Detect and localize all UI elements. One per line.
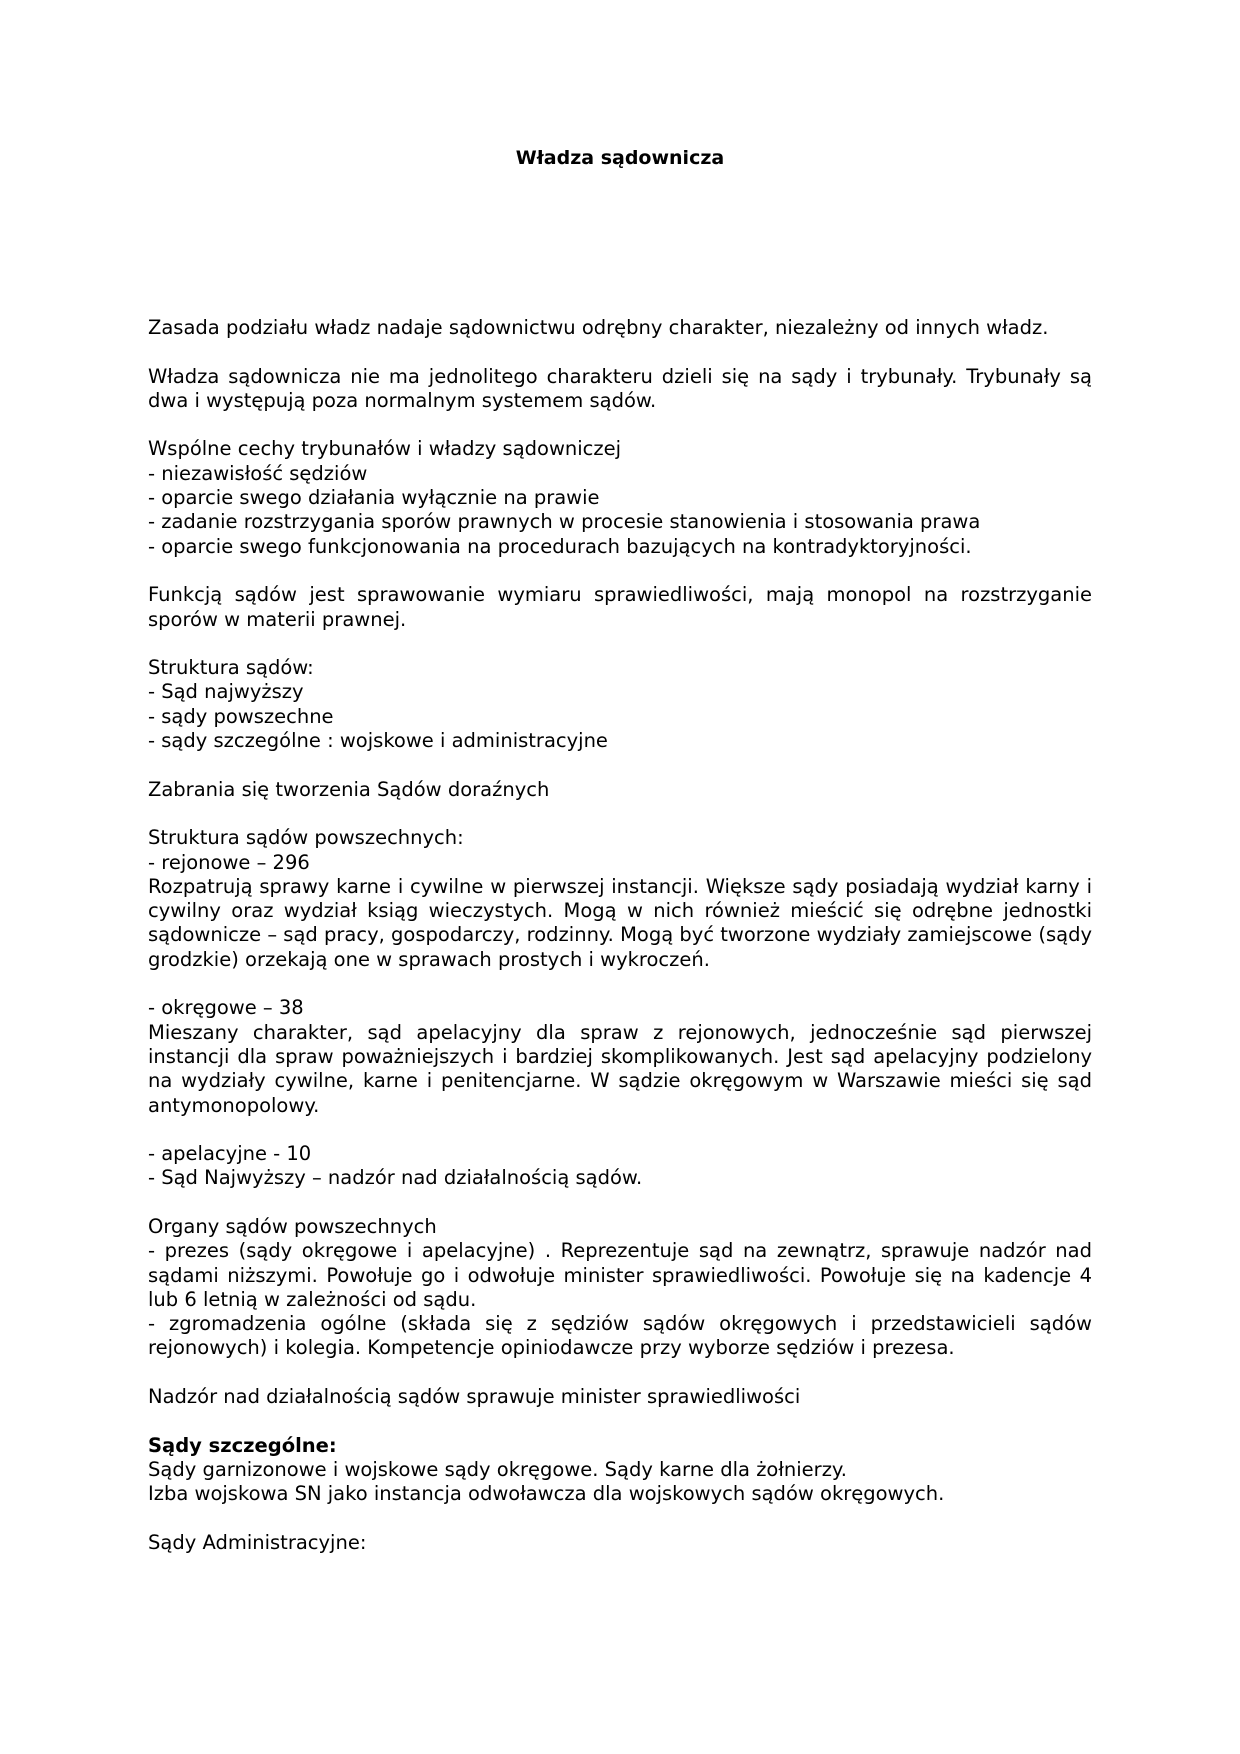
- paragraph-court-function: Funkcją sądów jest sprawowanie wymiaru sprawiedliwości, mają monopol na rozstrzyganie sporów w materii prawnej.: [148, 583, 1092, 631]
- special-courts-line: Sądy garnizonowe i wojskowe sądy okręgowe. Sądy karne dla żołnierzy.: [148, 1457, 847, 1481]
- list-item: - Sąd najwyższy: [148, 680, 304, 704]
- list-item: - sądy szczególne : wojskowe i administracyjne: [148, 729, 608, 753]
- list-item: - apelacyjne - 10: [148, 1142, 312, 1166]
- court-president-description: - prezes (sądy okręgowe i apelacyjne) . Reprezentuje sąd na zewnątrz, sprawuje nadzór nad sądami niższymi. Powołuje go i odwołuje minister sprawiedliwości. Powołuje się na kadencje 4 lub 6 letnią w zależności od sądu.: [148, 1239, 1092, 1311]
- regional-courts-description: Rozpatrują sprawy karne i cywilne w pierwszej instancji. Większe sądy posiadają wydział karny i cywilny oraz wydział ksiąg wieczystych. Mogą w nich również mieścić się odrębne jednostki sądownicze – sąd pracy, gospodarczy, rodzinny. Mogą być tworzone wydziały zamiejscowe (sądy grodzkie) orzekają one w sprawach prostych i wykroczeń.: [148, 874, 1092, 971]
- list-item: - Sąd Najwyższy – nadzór nad działalnością sądów.: [148, 1166, 643, 1190]
- paragraph-regional-courts: [148, 826, 1092, 972]
- paragraph-separation-of-powers: Zasada podziału władz nadaje sądownictwu odrębny charakter, niezależny od innych władz.: [148, 316, 1049, 339]
- paragraph-appeal-courts: [148, 1142, 1092, 1191]
- paragraph-judicial-power-structure: Władza sądownicza nie ma jednolitego charakteru dzieli się na sądy i trybunały. Trybunały są dwa i występują poza normalnym systemem sądów.: [148, 364, 1092, 412]
- common-features-heading: Wspólne cechy trybunałów i władzy sądowniczej: [148, 437, 622, 461]
- paragraph-common-features: [148, 437, 1092, 558]
- document-body: [148, 316, 1092, 1579]
- paragraph-administrative-courts: Sądy Administracyjne:: [148, 1530, 367, 1554]
- special-courts-line: Izba wojskowa SN jako instancja odwoławcza dla wojskowych sądów okręgowych.: [148, 1482, 945, 1506]
- paragraph-court-structure: [148, 656, 1092, 753]
- common-courts-heading: Struktura sądów powszechnych:: [148, 826, 464, 850]
- list-item: - sądy powszechne: [148, 704, 334, 728]
- general-assembly-description: - zgromadzenia ogólne (składa się z sędziów sądów okręgowych i przedstawicieli sądów rejonowych) i kolegia. Kompetencje opiniodawcze przy wyborze sędziów i prezesa.: [148, 1312, 1092, 1360]
- list-item: - oparcie swego działania wyłącznie na prawie: [148, 486, 600, 510]
- list-item: - oparcie swego funkcjonowania na procedurach bazujących na kontradyktoryjności.: [148, 534, 972, 558]
- paragraph-emergency-courts: Zabrania się tworzenia Sądów doraźnych: [148, 777, 550, 801]
- document-page: [148, 0, 1092, 1754]
- list-item: - zadanie rozstrzygania sporów prawnych w procesie stanowienia i stosowania prawa: [148, 510, 981, 534]
- special-courts-heading: Sądy szczególne:: [148, 1433, 337, 1457]
- document-title: Władza sądownicza: [515, 147, 725, 169]
- list-item: - niezawisłość sędziów: [148, 461, 368, 485]
- paragraph-special-courts: [148, 1434, 1092, 1507]
- court-structure-heading: Struktura sądów:: [148, 656, 314, 680]
- paragraph-court-organs: [148, 1215, 1092, 1361]
- list-item: - rejonowe – 296: [148, 850, 310, 874]
- district-courts-description: Mieszany charakter, sąd apelacyjny dla spraw z rejonowych, jednocześnie sąd pierwszej instancji dla spraw poważniejszych i bardziej skomplikowanych. Jest sąd apelacyjny podzielony na wydziały cywilne, karne i penitencjarne. W sądzie okręgowym w Warszawie mieści się sąd antymonopolowy.: [148, 1020, 1092, 1117]
- list-item: - okręgowe – 38: [148, 996, 304, 1020]
- paragraph-district-courts: [148, 996, 1092, 1117]
- court-organs-heading: Organy sądów powszechnych: [148, 1214, 437, 1238]
- paragraph-supervision: Nadzór nad działalnością sądów sprawuje minister sprawiedliwości: [148, 1385, 801, 1409]
